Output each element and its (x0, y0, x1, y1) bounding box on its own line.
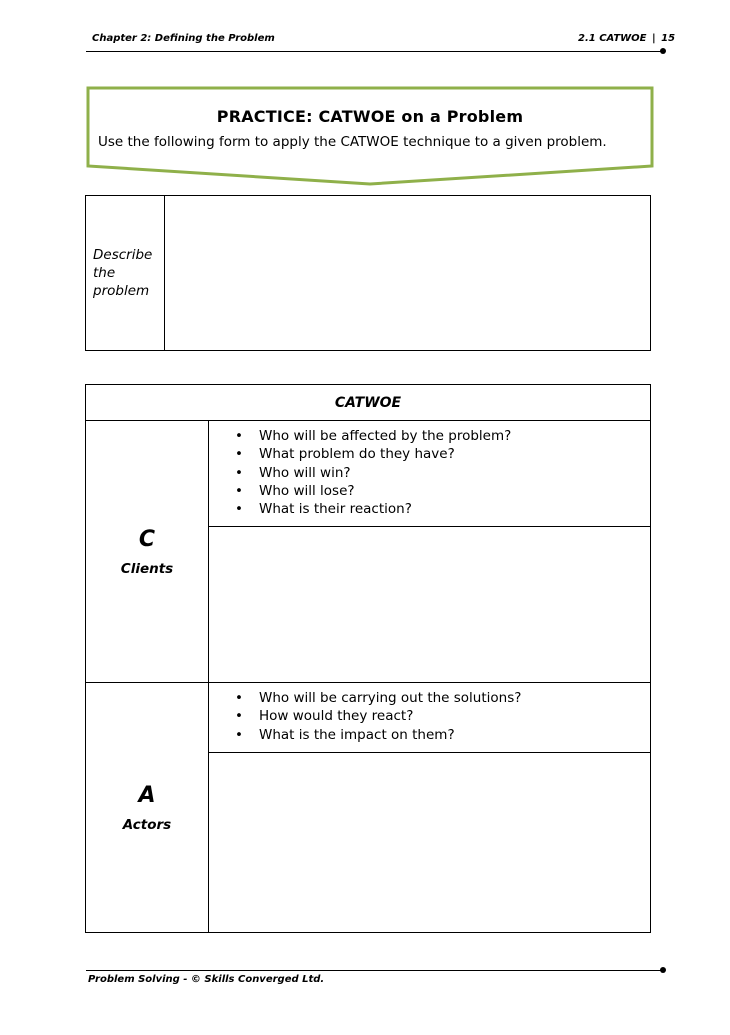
list-item: • What is the impact on them? (259, 726, 650, 744)
clients-label: Clients (120, 560, 174, 577)
actors-label: Actors (122, 816, 172, 833)
describe-label-cell (86, 196, 165, 351)
list-item: • Who will be affected by the problem? (259, 427, 650, 445)
clients-questions-list (209, 421, 650, 518)
footer-text: Problem Solving - © Skills Converged Ltd. (88, 974, 325, 985)
clients-letter-cell (86, 421, 209, 683)
clients-questions-cell (209, 421, 651, 527)
header-rule-dot (660, 48, 666, 54)
actors-answer-field[interactable] (209, 753, 651, 933)
list-item: • Who will win? (259, 464, 650, 482)
list-item: • What problem do they have? (259, 445, 650, 463)
list-item: • Who will lose? (259, 482, 650, 500)
list-item: • What is their reaction? (259, 500, 650, 518)
clients-letter: C (138, 526, 156, 552)
footer-rule (86, 970, 663, 971)
describe-problem-table (85, 195, 651, 351)
describe-answer-field[interactable] (165, 196, 651, 351)
actors-questions-list (209, 683, 650, 744)
header-section (578, 33, 675, 44)
catwoe-heading: CATWOE (86, 385, 651, 421)
callout-body: Use the following form to apply the CATWOE technique to a given problem. (98, 134, 607, 150)
list-item: • How would they react? (259, 707, 650, 725)
callout-title: PRACTICE: CATWOE on a Problem (216, 107, 524, 126)
describe-label-line3: problem (93, 283, 150, 299)
header-chapter: Chapter 2: Defining the Problem (92, 33, 275, 44)
footer-rule-dot (660, 967, 666, 973)
list-item: • Who will be carrying out the solutions? (259, 689, 650, 707)
describe-label-line1: Describe (93, 247, 153, 263)
page-number: 15 (661, 33, 676, 44)
header-section-title: 2.1 CATWOE (578, 33, 647, 44)
header-rule (86, 51, 663, 52)
actors-letter-cell (86, 683, 209, 933)
clients-answer-field[interactable] (209, 527, 651, 683)
actors-letter: A (138, 782, 156, 808)
header-separator: | (652, 33, 656, 44)
practice-callout (86, 86, 654, 188)
describe-label-line2: the (93, 265, 116, 281)
catwoe-table (85, 384, 651, 933)
actors-questions-cell (209, 683, 651, 753)
